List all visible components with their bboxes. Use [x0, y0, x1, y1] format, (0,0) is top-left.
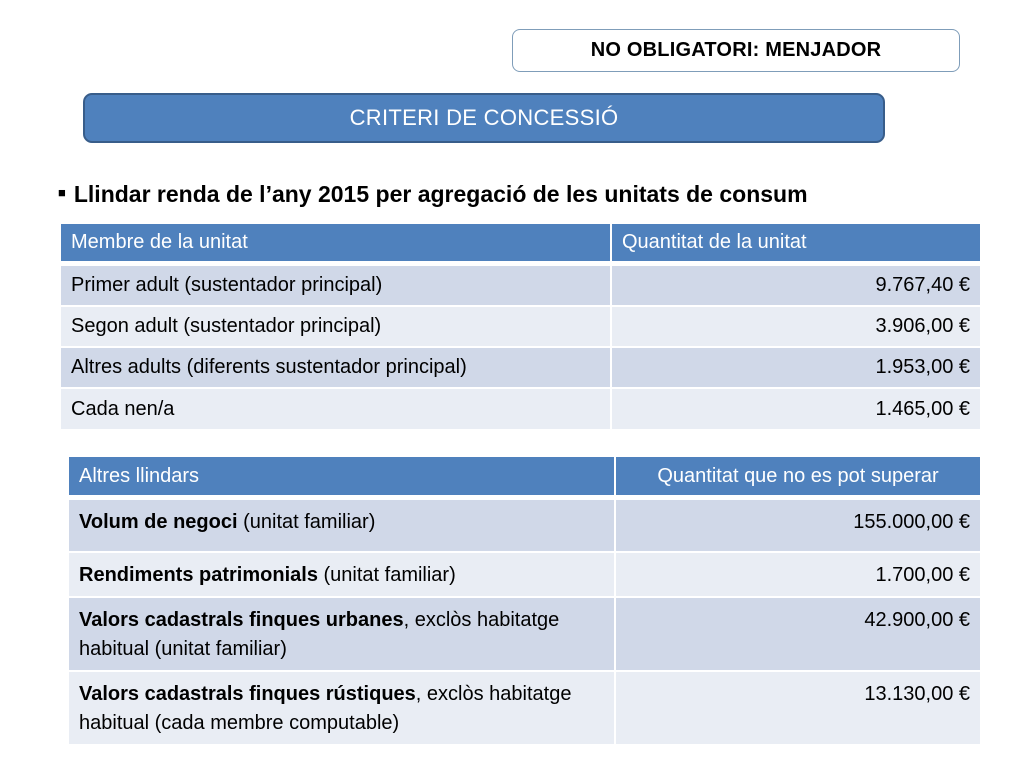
thresholds-table — [69, 457, 980, 744]
bullet-text: Llindar renda de l’any 2015 per agregació de les unitats de consum — [73, 180, 808, 207]
threshold-cell — [69, 498, 614, 551]
header-amount: Quantitat de la unitat — [610, 224, 980, 264]
threshold-bold-label: Rendiments patrimonials — [79, 564, 318, 586]
top-badge: NO OBLIGATORI: MENJADOR — [512, 29, 960, 72]
threshold-detail: (unitat familiar) — [317, 564, 456, 586]
header-limit: Quantitat que no es pot superar — [614, 457, 980, 498]
threshold-cell — [69, 670, 614, 744]
units-table — [61, 224, 980, 429]
limit-cell: 155.000,00 € — [614, 498, 980, 551]
member-cell: Cada nen/a — [61, 387, 610, 429]
header-member: Membre de la unitat — [61, 224, 610, 264]
limit-cell: 13.130,00 € — [614, 670, 980, 744]
threshold-cell — [69, 596, 614, 670]
bullet-line — [58, 178, 998, 210]
member-cell: Segon adult (sustentador principal) — [61, 305, 610, 346]
table-header-row — [61, 224, 980, 264]
table-row — [69, 596, 980, 670]
member-cell: Altres adults (diferents sustentador principal) — [61, 346, 610, 387]
criteri-banner: CRITERI DE CONCESSIÓ — [83, 93, 885, 143]
table-row — [61, 305, 980, 346]
table-row — [61, 264, 980, 305]
bullet-square-icon: ■ — [58, 184, 66, 200]
threshold-bold-label: Valors cadastrals finques urbanes — [79, 609, 404, 631]
table-row — [69, 670, 980, 744]
limit-cell: 42.900,00 € — [614, 596, 980, 670]
limit-cell: 1.700,00 € — [614, 551, 980, 596]
threshold-bold-label: Valors cadastrals finques rústiques — [79, 683, 416, 705]
table-header-row — [69, 457, 980, 498]
threshold-bold-label: Volum de negoci — [79, 511, 238, 533]
table-row — [69, 551, 980, 596]
member-cell: Primer adult (sustentador principal) — [61, 264, 610, 305]
amount-cell: 1.953,00 € — [610, 346, 980, 387]
table-row — [61, 387, 980, 429]
amount-cell: 1.465,00 € — [610, 387, 980, 429]
threshold-detail: (unitat familiar) — [237, 511, 376, 533]
amount-cell: 9.767,40 € — [610, 264, 980, 305]
table-row — [69, 498, 980, 551]
amount-cell: 3.906,00 € — [610, 305, 980, 346]
table-row — [61, 346, 980, 387]
threshold-detail: , exclòs habitatge habitual (cada membre computable) — [79, 683, 572, 734]
threshold-cell — [69, 551, 614, 596]
header-threshold: Altres llindars — [69, 457, 614, 498]
threshold-detail: , exclòs habitatge habitual (unitat familiar) — [79, 609, 560, 660]
